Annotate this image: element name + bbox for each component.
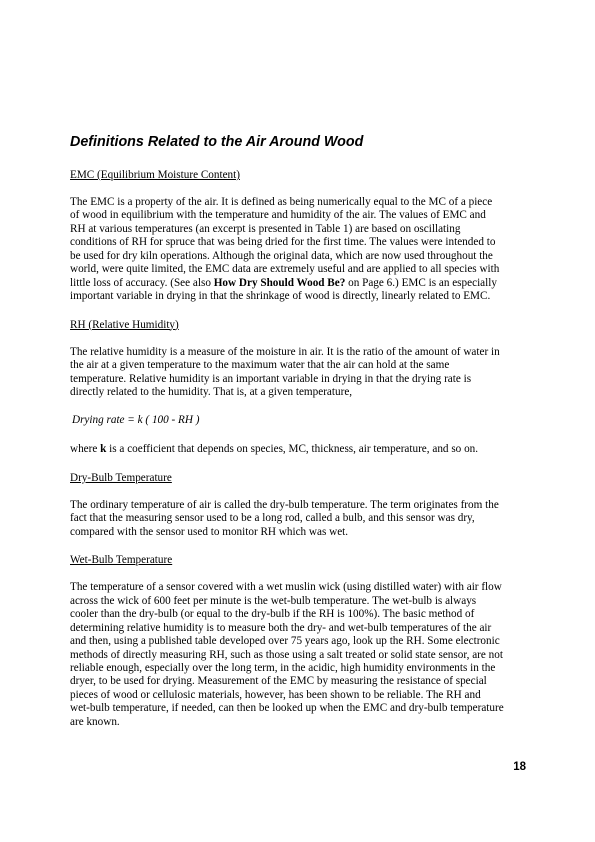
paragraph-emc bbox=[70, 196, 525, 304]
text-line: across the wick of 600 feet per minute is the wet-bulb temperature. The wet-bulb is always bbox=[70, 594, 477, 607]
text-line: determining relative humidity is to measure both the dry- and wet-bulb temperatures of the air bbox=[70, 621, 492, 634]
text-line: The ordinary temperature of air is called the dry-bulb temperature. The term originates from the bbox=[70, 498, 499, 511]
text-line: methods of directly measuring RH, such as those using a salt treated or solid state sensor, are not bbox=[70, 648, 503, 661]
text-line: The EMC is a property of the air. It is defined as being numerically equal to the MC of a piece bbox=[70, 196, 493, 208]
text-line: directly related to the humidity. That is, at a given temperature, bbox=[70, 385, 353, 398]
drying-rate-formula: Drying rate = k ( 100 - RH ) bbox=[72, 414, 200, 427]
text-line: important variable in drying in that the shrinkage of wood is directly, linearly related to EMC. bbox=[70, 290, 491, 303]
paragraph-rh bbox=[70, 346, 525, 400]
text-line: temperature. Relative humidity is an important variable in drying in that the drying rate is bbox=[70, 372, 472, 385]
paragraph-wet-bulb bbox=[70, 581, 525, 729]
text-line: be used for dry kiln operations. Although the original data, which are now used throughout the bbox=[70, 249, 493, 262]
text-line: RH at various temperatures (an excerpt is presented in Table 1) are based on oscillating bbox=[70, 222, 461, 235]
text-line: The temperature of a sensor covered with a wet muslin wick (using distilled water) with air flow bbox=[70, 581, 502, 594]
text-line: compared with the sensor used to monitor RH which was wet. bbox=[70, 525, 349, 538]
text-line: wet-bulb temperature, if needed, can then be looked up when the EMC and dry-bulb temperature bbox=[70, 702, 504, 715]
text-line: and then, using a published table developed over 75 years ago, look up the RH. Some electronic bbox=[70, 635, 500, 648]
text-line: are known. bbox=[70, 715, 120, 728]
text-line: cooler than the dry-bulb (or equal to the dry-bulb if the RH is 100%). The basic method of bbox=[70, 608, 475, 621]
text-line: little loss of accuracy. (See also bbox=[70, 276, 214, 289]
text-column bbox=[70, 134, 525, 743]
coefficient-k: k bbox=[100, 443, 107, 456]
text-line: conditions of RH for spruce that was being dried for the first time. The values were intended to bbox=[70, 236, 496, 249]
heading-wet-bulb: Wet-Bulb Temperature bbox=[70, 554, 173, 567]
text-line: is a coefficient that depends on species, MC, thickness, air temperature, and so on. bbox=[106, 443, 479, 456]
bold-reference: How Dry Should Wood Be? bbox=[213, 276, 346, 289]
text-line: The relative humidity is a measure of the moisture in air. It is the ratio of the amount of water in bbox=[70, 345, 500, 358]
text-line: where bbox=[70, 443, 101, 456]
heading-rh: RH (Relative Humidity) bbox=[70, 318, 179, 331]
text-line: of wood in equilibrium with the temperature and humidity of the air. The values of EMC and bbox=[70, 209, 486, 222]
text-line: pieces of wood or cellulosic materials, however, has been shown to be reliable. The RH and bbox=[70, 688, 481, 701]
text-line: on Page 6.) EMC is an especially bbox=[345, 276, 497, 289]
text-line: dryer, to be used for drying. Measurement of the EMC by measuring the resistance of special bbox=[70, 675, 487, 688]
text-line: fact that the measuring sensor used to be a long rod, called a bulb, and this sensor was dry, bbox=[70, 512, 475, 525]
paragraph-coefficient bbox=[70, 443, 525, 456]
section-title: Definitions Related to the Air Around Wood bbox=[70, 134, 364, 150]
heading-dry-bulb: Dry-Bulb Temperature bbox=[70, 471, 172, 484]
page-number: 18 bbox=[513, 761, 526, 773]
text-line: world, were quite limited, the EMC data are extremely useful and are applied to all species with bbox=[70, 263, 500, 276]
text-line: reliable enough, especially over the long term, in the acidic, high humidity environments in the bbox=[70, 661, 496, 674]
paragraph-dry-bulb bbox=[70, 499, 525, 539]
heading-emc: EMC (Equilibrium Moisture Content) bbox=[70, 169, 240, 181]
text-line: the air at a given temperature to the maximum water that the air can hold at the same bbox=[70, 359, 450, 372]
